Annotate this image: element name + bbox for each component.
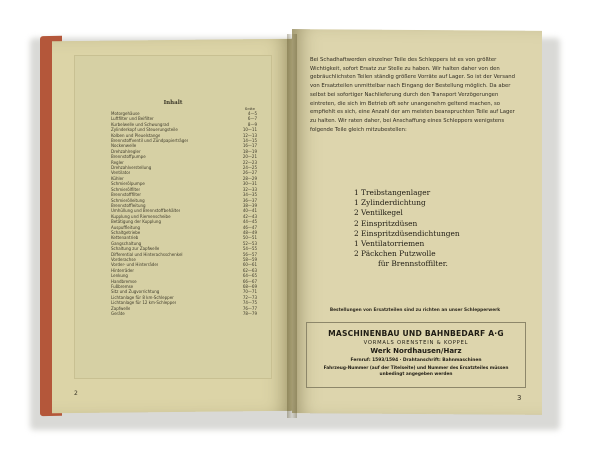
toc-entry-title: Lichtanlage für 8 km-Schlepper	[111, 294, 174, 300]
toc-title: Inhalt	[163, 100, 183, 106]
intro-paragraph: Bei Schadhaftwerden einzelner Teile des Schleppers ist es von größter Wichtigkeit, sofort Ersatz zur Stelle zu haben. Wir halten daher von den gebräuchlichsten Teilen ständig größere Vorräte auf Lager. So ist der Versand von Ersatzteilen unmittelbar nach Eingang der Bestellung möglich. Da aber selbst bei sofortiger Nachlieferung durch den Transport Verzögerungen eintreten, die sich im Betrieb oft sehr unangenehm geltend machen, so empfiehlt es sich, eine Anzahl der am meisten beanspruchten Teile auf Lager zu halten. Wir raten daher, bei Anschaffung eines Schleppers wenigstens folgende Teile gleich mitzubestellen:	[310, 57, 515, 133]
toc-entry-pages: 34—35	[242, 192, 257, 198]
toc-entry-pages: 64—65	[242, 273, 257, 279]
toc-entry-pages: 32—33	[242, 186, 257, 192]
toc-entry-title: Geräte	[111, 311, 125, 317]
toc-entry-title: Luftfilter und Beifilter	[111, 116, 154, 122]
toc-entry-title: Brennstofffilter	[111, 192, 141, 198]
toc-entry-title: Brennstoffventil und Zündpapierträger	[111, 138, 189, 144]
company-works: Werk Nordhausen/Harz	[370, 347, 462, 355]
toc-entry-title: Sitz und Zugvorrichtung	[111, 289, 160, 295]
toc-entry-pages: 50—51	[242, 235, 257, 241]
toc-entry-pages: 48—49	[242, 229, 257, 235]
phone-line: Fernruf: 1593/1594 · Drahtanschrift: Bahnmaschinen	[350, 358, 482, 363]
toc-entry-title: Vorderachse	[111, 256, 136, 262]
toc-entry-title: Auspuffleitung	[111, 224, 141, 230]
toc-entry-pages: 62—63	[242, 267, 257, 273]
left-page-number: 2	[74, 390, 78, 397]
toc-entry-title: Hinterräder	[111, 267, 134, 273]
toc-entry-title: Betätigung der Kupplung	[111, 219, 161, 225]
toc-entry-pages: 12—13	[242, 132, 257, 138]
toc-entry-title: Brennstoffleitung	[111, 202, 146, 208]
toc-entry-pages: 22—23	[242, 159, 257, 165]
toc-entry-pages: 44—45	[242, 219, 257, 225]
toc-entry-pages: 66—67	[242, 278, 257, 284]
part-item: 2 Ventilkegel	[354, 208, 403, 218]
toc-entry-title: Kurbelwelle und Schwungrad	[111, 121, 170, 127]
part-item: 1 Ventilatorriemen	[354, 239, 425, 249]
part-item: 2 Einspritzdüsendichtungen	[354, 228, 460, 238]
toc-entry-title: Schaltgetriebe	[111, 229, 141, 235]
toc-entry-pages: 28—29	[242, 175, 257, 181]
toc-entry-title: Motorgehäuse	[111, 111, 140, 116]
toc-entry-title: Zapfwelle	[111, 305, 131, 311]
toc-entry-title: Gangschaltung	[111, 240, 142, 246]
toc-entry-pages: 24—25	[242, 165, 257, 171]
toc-entry-pages: 46—47	[242, 224, 257, 230]
toc-entry-title: Kolben und Pleuelstange	[111, 132, 161, 138]
toc-entry-title: Schaltung zur Zapfwelle	[111, 246, 160, 252]
toc-entry-title: Drehzahlregler	[111, 148, 141, 154]
toc-entry-pages: 72—73	[242, 294, 257, 300]
toc-entry-title: Umhüllung und Brennstoffbehälter	[111, 208, 181, 214]
part-item: für Brennstoffilter.	[378, 259, 448, 269]
toc-entry-title: Schmierölfilter	[111, 186, 141, 192]
toc-entry-title: Schmierölleitung	[111, 197, 145, 203]
toc-entry-title: Schmierölpumpe	[111, 181, 145, 187]
toc-entry-pages: 38—39	[242, 202, 257, 208]
toc-entry-title: Kühler	[111, 175, 124, 181]
spare-parts-notice	[302, 50, 528, 382]
company-former-name: VORMALS ORENSTEIN & KOPPEL	[363, 340, 469, 346]
toc-entry-title: Lenkung	[111, 273, 128, 279]
toc-entry-title: Lichtanlage für 12 km-Schlepper	[111, 300, 177, 306]
toc-entry-title: Differential und Hinterachsschenkel	[111, 251, 183, 257]
toc-entry-pages: 68—69	[242, 284, 257, 289]
toc-entry-pages: 78—79	[242, 311, 257, 317]
toc-entry-pages: 40—41	[242, 208, 257, 214]
toc-entry-pages: 6—7	[247, 116, 257, 122]
company-name: MASCHINENBAU UND BAHNBEDARF A·G	[328, 329, 504, 338]
part-item: 1 Treibstangenlager	[354, 188, 431, 197]
toc-entry-title: Handbremse	[111, 278, 137, 284]
vehicle-number-note: Fahrzeug-Nummer (auf der Titelseite) und Nummer des Ersatzteiles müssen unbedingt angegeben werden	[323, 366, 509, 377]
toc-entry-pages: 8—9	[247, 121, 257, 127]
toc-entry-pages: 26—27	[242, 170, 257, 176]
order-note: Bestellungen von Ersatzteilen sind zu richten an unser Schlepperwerk	[329, 308, 501, 313]
toc-entry-pages: 70—71	[242, 289, 257, 295]
toc-entry-title: Zylinderkopf und Steuerungsteile	[111, 127, 178, 133]
part-item: 1 Zylinderdichtung	[354, 198, 426, 208]
book-gutter	[287, 34, 297, 418]
toc-entry-pages: 58—59	[242, 256, 257, 262]
toc-entry-pages: 42—43	[242, 213, 257, 219]
toc-entry-title: Kettenantrieb	[111, 235, 139, 241]
toc-entry-title: Fußbremse	[111, 284, 134, 289]
toc-entry-pages: 16—17	[242, 143, 257, 149]
toc-entry-title: Brennstoffpumpe	[111, 154, 146, 160]
toc-entry-pages: 54—55	[242, 246, 257, 252]
toc-entry-pages: 56—57	[242, 251, 257, 257]
toc-entry-pages: 36—37	[242, 197, 257, 203]
part-item: 2 Päckchen Putzwolle	[354, 249, 436, 259]
toc-entry-title: Vorder- und Hinterräder	[111, 262, 159, 268]
toc-entry-title: Kupplung und Riemenscheibe	[111, 213, 171, 219]
toc-entry-title: Ventilator	[111, 170, 131, 176]
toc-entry-title: Nockenwelle	[111, 143, 137, 149]
toc-entry-pages: 4—5	[247, 111, 257, 116]
toc-page-column-label: Seite	[244, 106, 255, 111]
toc-entry-pages: 14—15	[242, 138, 257, 144]
right-page-number: 3	[517, 394, 522, 402]
toc-entry	[111, 311, 257, 316]
toc-entry-title: Drehzahlverstellung	[111, 165, 152, 171]
toc-entry-pages: 76—77	[242, 305, 257, 311]
toc-entry-pages: 30—31	[242, 181, 257, 187]
toc-entry-pages: 18—19	[242, 148, 257, 154]
toc-entry-pages: 52—53	[242, 240, 257, 246]
toc-entry-pages: 10—11	[242, 127, 257, 133]
table-of-contents	[74, 55, 272, 379]
part-item: 2 Einspritzdüsen	[354, 218, 418, 228]
recommended-parts-list	[354, 188, 494, 270]
toc-entry-title: Regler	[111, 159, 124, 165]
toc-entry-pages: 20—21	[242, 154, 257, 160]
toc-list	[111, 111, 257, 316]
company-address-box	[306, 322, 526, 388]
toc-entry-pages: 60—61	[242, 262, 257, 268]
toc-entry-pages: 74—75	[242, 300, 257, 306]
